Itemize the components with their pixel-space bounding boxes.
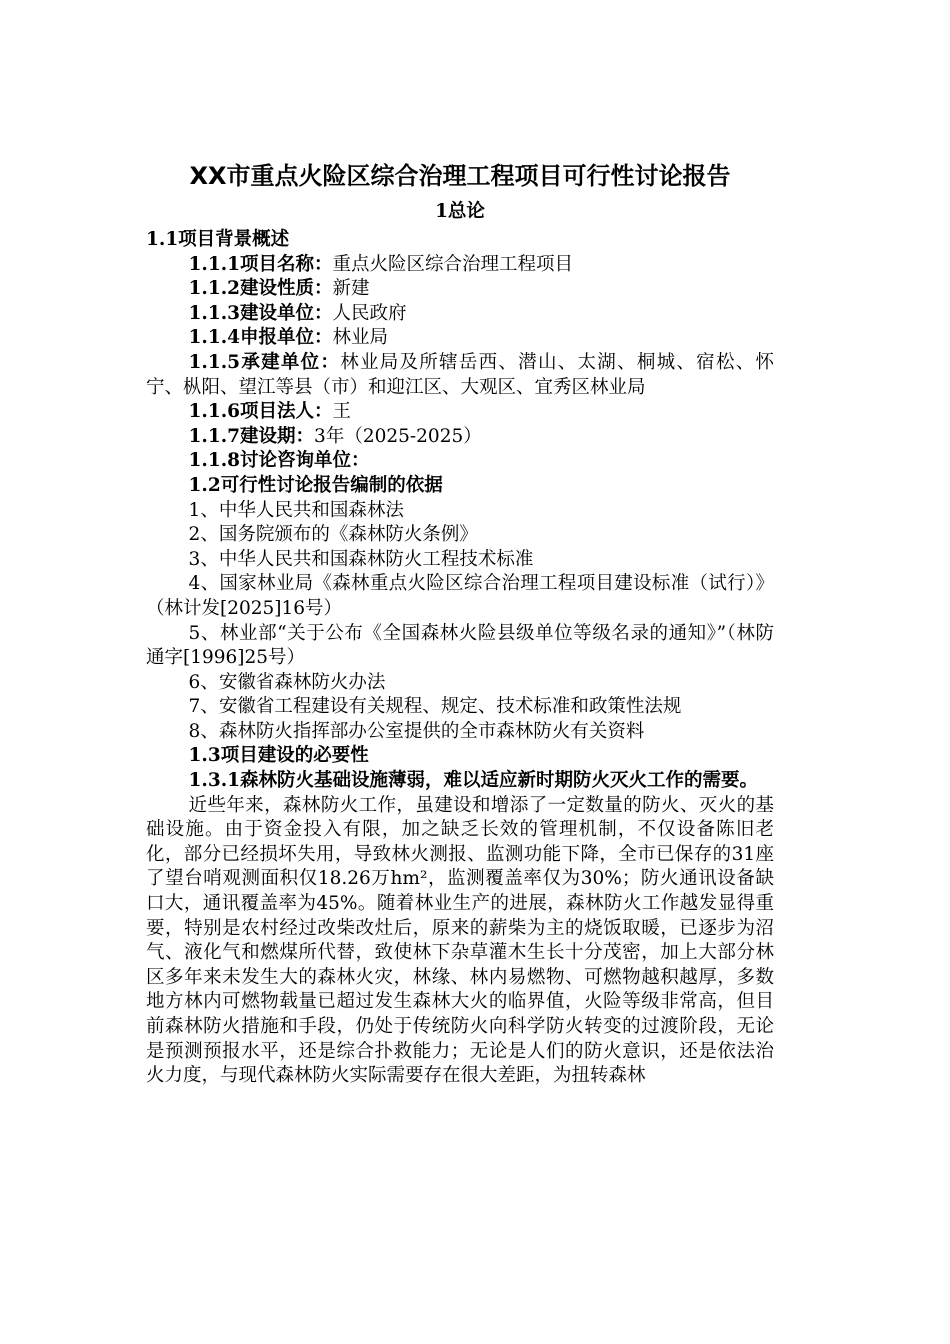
document-title: XX市重点火险区综合治理工程项目可行性讨论报告 [189,162,731,190]
field-applicant-unit: 1.1.4申报单位：林业局 [188,327,389,349]
basis-item-8: 8、森林防火指挥部办公室提供的全市森林防火有关资料 [188,720,645,742]
field-construction-nature: 1.1.2建设性质：新建 [188,278,370,300]
field-construction-period: 1.1.7建设期：3年（2025-2025） [188,425,482,447]
basis-item-5: 5、林业部“关于公布《全国森林火险县级单位等级名录的通知》”（林防通字[1996]25号） [146,622,774,669]
basis-item-1: 1、中华人民共和国森林法 [188,499,404,521]
section-heading-1-1: 1.1项目背景概述 [146,229,290,250]
basis-item-6: 6、安徽省森林防火办法 [188,671,386,693]
field-consulting-unit: 1.1.8讨论咨询单位： [188,450,370,472]
document-page [146,150,774,1089]
field-project-name: 1.1.1项目名称：重点火险区综合治理工程项目 [188,253,574,275]
basis-item-4: 4、国家林业局《森林重点火险区综合治理工程项目建设标准（试行）》（林计发[2025]16号） [146,573,774,619]
basis-item-3: 3、中华人民共和国森林防火工程技术标准 [188,548,534,570]
field-contractor-unit: 1.1.5承建单位：林业局及所辖岳西、潜山、太湖、桐城、宿松、怀宁、枞阳、望江等县（市）和迎江区、大观区、宜秀区林业局 [146,351,774,398]
field-construction-unit: 1.1.3建设单位：人民政府 [188,302,407,324]
body-paragraph: 近些年来，森林防火工作，虽建设和增添了一定数量的防火、灭火的基础设施。由于资金投入有限，加之缺乏长效的管理机制，不仅设备陈旧老化，部分已经损坏失用，导致林火测报、监测功能下降，全市已保存的31座了望台哨观测面积仅18.26万hm²，监测覆盖率仅为30%；防火通讯设备缺口大，通讯覆盖率为45%。随着林业生产的进展，森林防火工作越发显得重要，特别是农村经过改柴改灶后，原来的薪柴为主的烧饭取暖，已逐步为沼气、液化气和燃煤所代替，致使林下杂草灌木生长十分茂密，加上大部分林区多年来未发生大的森林火灾，林缘、林内易燃物、可燃物越积越厚，多数地方林内可燃物载量已超过发生森林大火的临界值，火险等级非常高，但目前森林防火措施和手段，仍处于传统防火向科学防火转变的过渡阶段，无论是预测预报水平，还是综合扑救能力；无论是人们的防火意识，还是依法治火力度，与现代森林防火实际需要存在很大差距，为扭转森林 [146,794,774,1087]
chapter-heading: 1总论 [435,201,485,222]
basis-item-7: 7、安徽省工程建设有关规程、规定、技术标准和政策性法规 [188,696,682,718]
section-heading-1-3: 1.3项目建设的必要性 [188,745,369,767]
section-heading-1-3-1: 1.3.1森林防火基础设施薄弱，难以适应新时期防火灭火工作的需要。 [188,770,759,792]
field-legal-person: 1.1.6项目法人：王 [188,401,352,423]
basis-item-2: 2、国务院颁布的《森林防火条例》 [188,524,478,546]
section-heading-1-2: 1.2可行性讨论报告编制的依据 [188,474,443,496]
